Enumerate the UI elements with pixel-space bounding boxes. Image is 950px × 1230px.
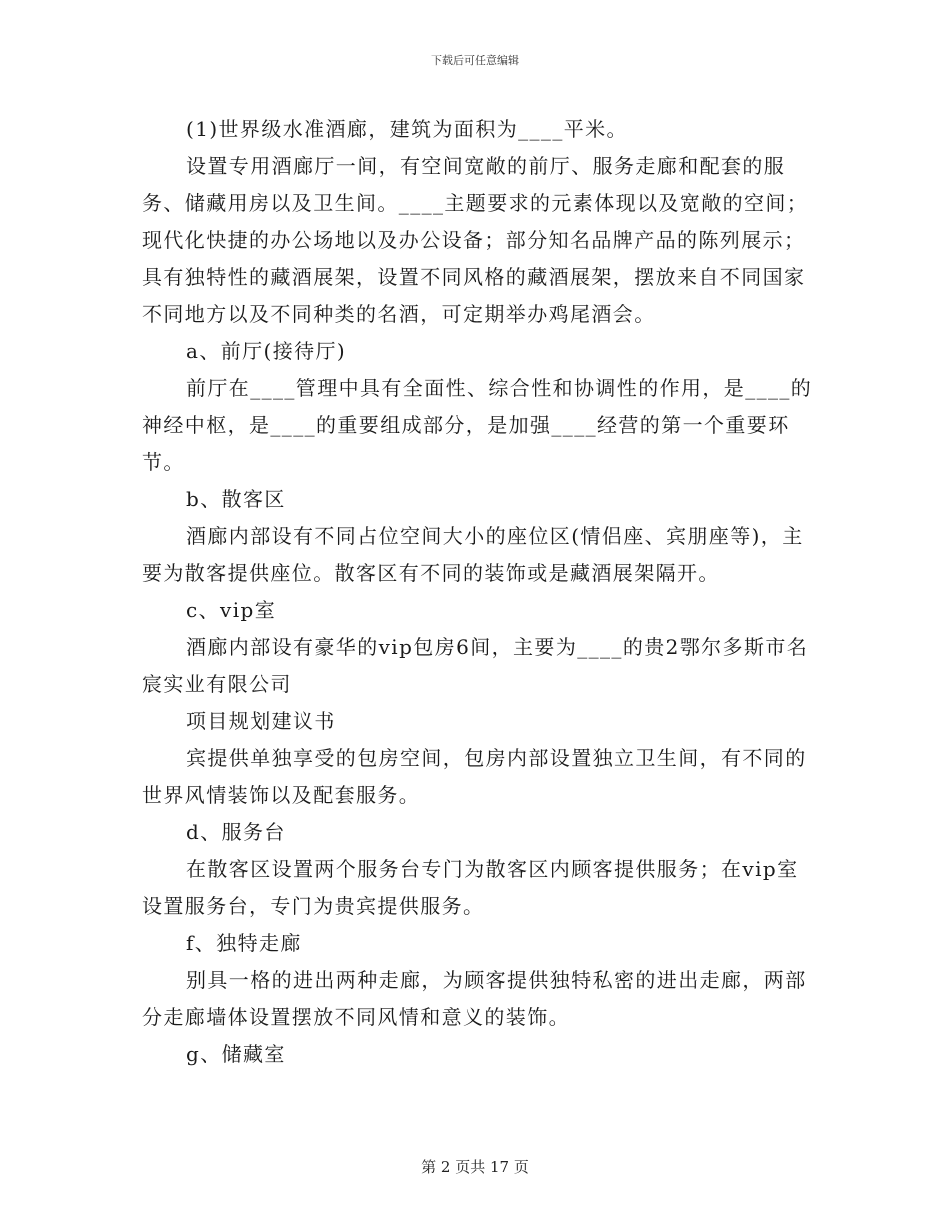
section-heading: a、前厅(接待厅) [186,339,347,363]
paragraph: 酒廊内部设有不同占位空间大小的座位区(情侣座、宾朋座等)，主要为散客提供座位。散客区有不同的装饰或是藏酒展架隔开。 [142,524,804,585]
section-heading: b、散客区 [186,487,286,511]
paragraph: 前厅在____管理中具有全面性、综合性和协调性的作用，是____的神经中枢，是____的重要组成部分，是加强____经营的第一个重要环节。 [142,376,813,474]
paragraph: 宾提供单独享受的包房空间，包房内部设置独立卫生间，有不同的世界风情装饰以及配套服务。 [142,746,807,807]
section-heading: d、服务台 [186,820,286,844]
section-heading: f、独特走廊 [186,931,302,955]
paragraph: 设置专用酒廊厅一间，有空间宽敞的前厅、服务走廊和配套的服务、储藏用房以及卫生间。____主题要求的元素体现以及宽敞的空间；现代化快捷的办公场地以及办公设备；部分知名品牌产品的陈列展示；具有独特性的藏酒展架，设置不同风格的藏酒展架，摆放来自不同国家不同地方以及不同种类的名酒，可定期举办鸡尾酒会。 [142,154,809,326]
section-heading: g、储藏室 [186,1042,286,1066]
paragraph: 在散客区设置两个服务台专门为散客区内顾客提供服务；在vip室设置服务台，专门为贵宾提供服务。 [142,857,799,918]
section-heading: c、vip室 [186,598,277,622]
document-body [142,111,814,1073]
paragraph: 别具一格的进出两种走廊，为顾客提供独特私密的进出走廊，两部分走廊墙体设置摆放不同风情和意义的装饰。 [142,968,807,1029]
page-footer: 第 2 页共 17 页 [421,1158,529,1176]
page-header: 下载后可任意编辑 [431,54,519,67]
paragraph: 酒廊内部设有豪华的vip包房6间，主要为____的贵2鄂尔多斯市名宸实业有限公司 [142,635,809,696]
paragraph: 项目规划建议书 [186,709,336,733]
paragraph: (1)世界级水准酒廊，建筑为面积为____平米。 [186,117,628,141]
